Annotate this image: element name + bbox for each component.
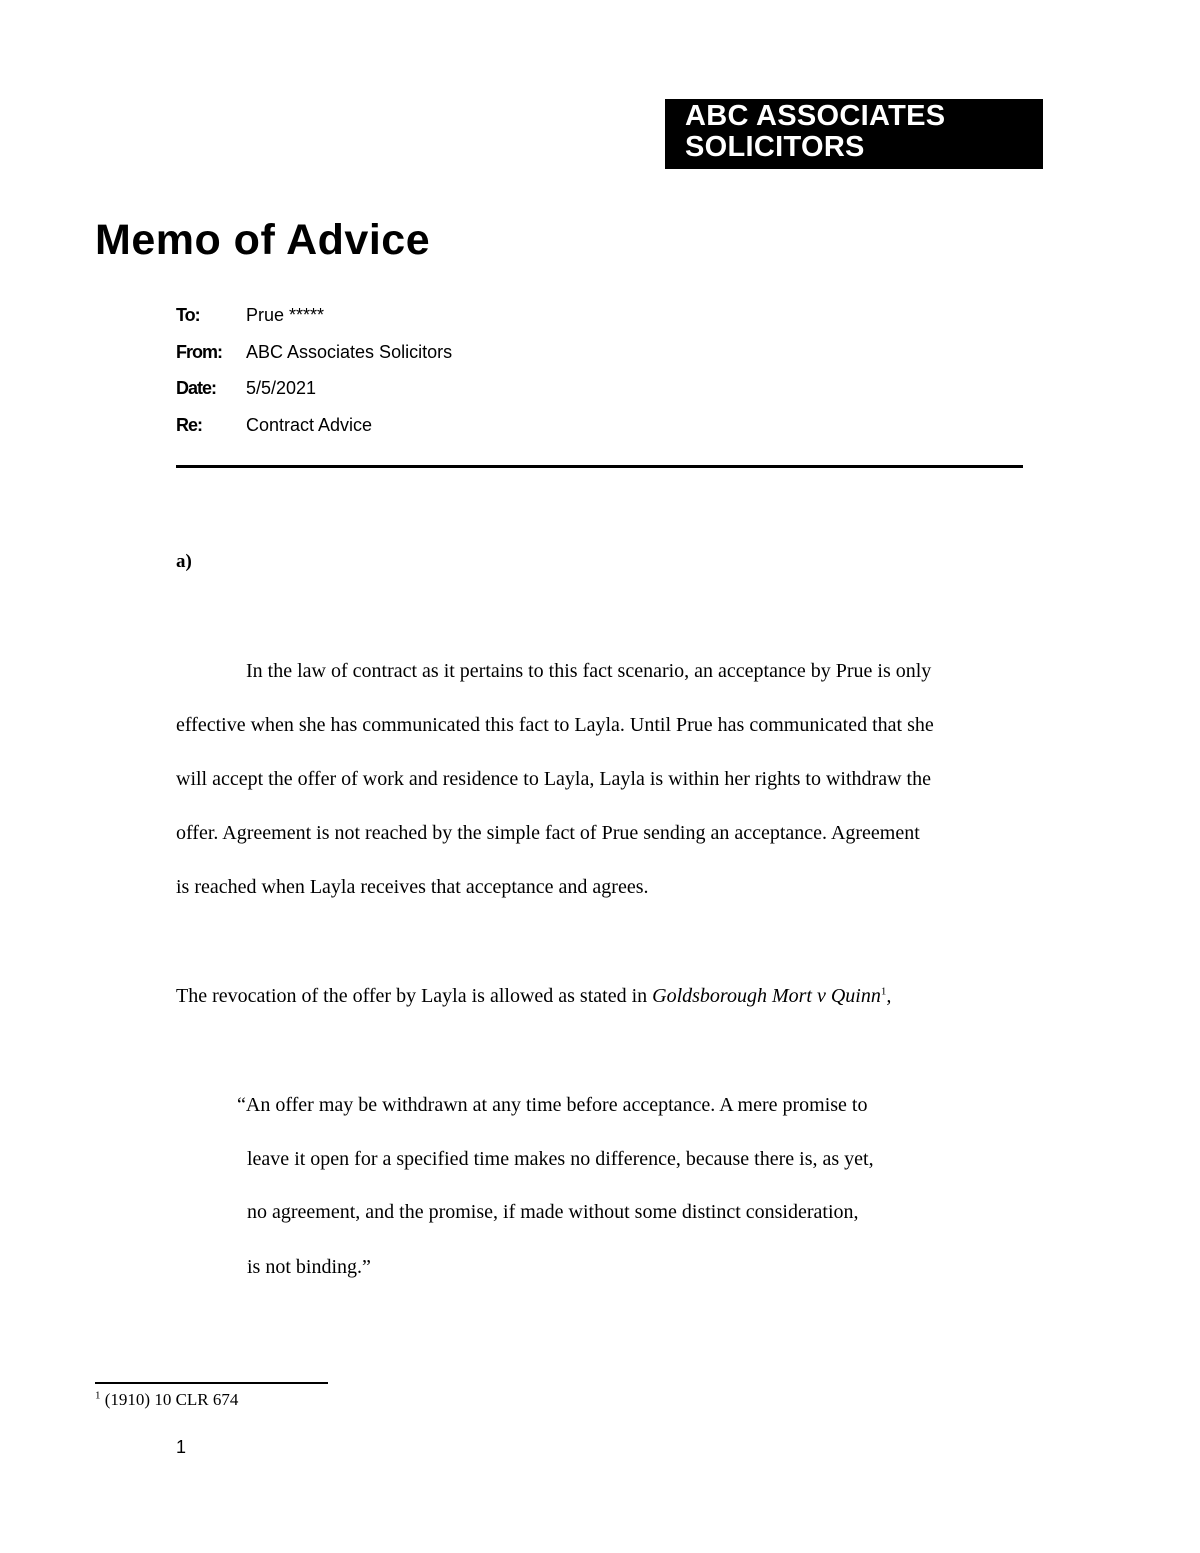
header-divider <box>176 465 1023 468</box>
quote-line: no agreement, and the promise, if made without some distinct consideration, <box>247 1201 859 1223</box>
paragraph-line: effective when she has communicated this fact to Layla. Until Prue has communicated that she <box>176 714 934 736</box>
date-value: 5/5/2021 <box>246 378 317 398</box>
firm-logo <box>665 99 1043 169</box>
logo-line-1: ABC ASSOCIATES <box>685 100 946 132</box>
from-label: From: <box>176 342 222 362</box>
to-value: Prue ***** <box>246 305 325 325</box>
case-citation-paragraph <box>176 983 891 1009</box>
quote-line: leave it open for a specified time makes no difference, because there is, as yet, <box>247 1148 874 1170</box>
date-label: Date: <box>176 378 217 398</box>
quote-line: is not binding.” <box>247 1256 371 1278</box>
quote-line: “An offer may be withdrawn at any time before acceptance. A mere promise to <box>237 1094 868 1116</box>
footnote-number: 1 <box>95 1389 101 1402</box>
footnote-text: (1910) 10 CLR 674 <box>100 1390 239 1409</box>
footnote-reference[interactable]: 1 <box>880 985 887 998</box>
footnote-separator <box>95 1382 328 1384</box>
logo-line-2: SOLICITORS <box>685 131 865 163</box>
from-value: ABC Associates Solicitors <box>246 342 453 362</box>
citation-trailing: , <box>886 985 892 1007</box>
citation-lead-text: The revocation of the offer by Layla is allowed as stated in <box>176 985 653 1007</box>
re-value: Contract Advice <box>246 415 373 435</box>
section-heading: a) <box>176 551 192 572</box>
page-title: Memo of Advice <box>95 216 431 264</box>
to-label: To: <box>176 305 200 325</box>
paragraph-line: is reached when Layla receives that acceptance and agrees. <box>176 876 649 898</box>
footnote <box>95 1389 238 1411</box>
paragraph-line: will accept the offer of work and residence to Layla, Layla is within her rights to withdraw the <box>176 768 931 790</box>
case-name: Goldsborough Mort v Quinn <box>652 985 881 1007</box>
re-label: Re: <box>176 415 203 435</box>
paragraph-line: offer. Agreement is not reached by the simple fact of Prue sending an acceptance. Agreement <box>176 822 920 844</box>
page-number: 1 <box>176 1437 187 1457</box>
paragraph-line: In the law of contract as it pertains to this fact scenario, an acceptance by Prue is only <box>246 660 932 682</box>
